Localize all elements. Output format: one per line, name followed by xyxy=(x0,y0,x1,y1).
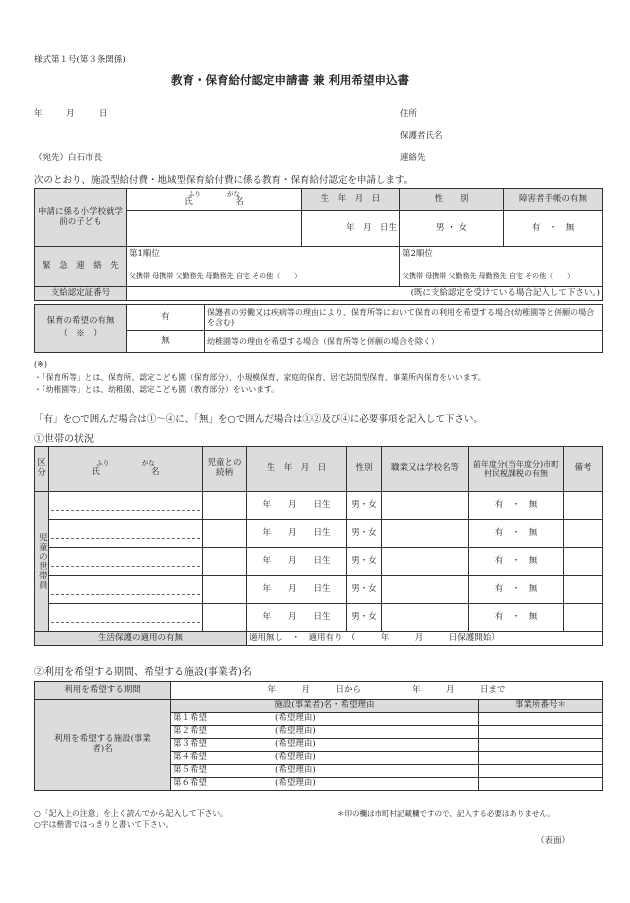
member-relation-field[interactable] xyxy=(203,492,247,520)
choice-label: 第１希望 xyxy=(173,713,208,724)
notes-line2: ・「幼稚園等」とは、幼稚園、認定こども園（教育部分）をいいます。 xyxy=(34,385,279,394)
hope-no-desc: 幼稚園等の理由を希望する場合（保育所等と併願の場合を除く） xyxy=(205,331,603,353)
ruby-gana: がな xyxy=(227,189,240,198)
member-job-field[interactable] xyxy=(382,520,469,548)
member-tax-field[interactable]: 有 ・ 無 xyxy=(469,576,564,604)
form-number: 様式第１号(第３条関係) xyxy=(34,55,126,65)
guardian-name-label: 保護者氏名 xyxy=(400,131,443,141)
period-label: 利用を希望する期間 xyxy=(35,682,171,700)
welfare-label: 生活保護の適用の有無 xyxy=(35,632,247,646)
household-table xyxy=(34,446,603,646)
member-remarks-field[interactable] xyxy=(564,492,603,520)
member-birth-field[interactable]: 年 月 日生 xyxy=(247,520,347,548)
date-year: 年 xyxy=(34,109,43,119)
form-title: 教育・保育給付認定申請書 兼 利用希望申込書 xyxy=(171,73,410,87)
notes-mark: (※) xyxy=(34,360,47,369)
name-mei: 名 xyxy=(235,197,244,208)
choice-label: 第２希望 xyxy=(173,726,208,737)
choice-label: 第３希望 xyxy=(173,739,208,750)
page-side-label: （表面） xyxy=(536,836,571,846)
cert-field[interactable]: (既に支給認定を受けている場合記入して下さい。) xyxy=(127,287,603,301)
member-name-field[interactable] xyxy=(49,492,203,520)
instruction-text: 「有」を○で囲んだ場合は①～④に、「無」を○で囲んだ場合は①②及び④に必要事項を記入して下さい。 xyxy=(34,414,483,425)
child-label: 申請に係る小学校就学前の子ども xyxy=(35,189,127,247)
priority2-options: 父携帯 母携帯 父勤務先 母勤務先 自宅 その他（ ） xyxy=(402,271,575,280)
date-month: 月 xyxy=(66,109,75,119)
reason-label: (希望理由) xyxy=(275,739,316,750)
member-relation-field[interactable] xyxy=(203,548,247,576)
member-tax-field[interactable]: 有 ・ 無 xyxy=(469,520,564,548)
col-facility-name: 施設(事業者)名・希望理由 xyxy=(171,700,479,713)
choice-4[interactable] xyxy=(171,752,479,765)
facility-no-field[interactable] xyxy=(479,713,603,726)
col-mei: 名 xyxy=(151,466,160,477)
member-name-field[interactable] xyxy=(49,520,203,548)
member-tax-field[interactable]: 有 ・ 無 xyxy=(469,604,564,632)
hope-label-cell xyxy=(35,305,127,353)
choice-6[interactable] xyxy=(171,778,479,791)
col-shi: 氏 xyxy=(91,466,100,477)
col-birth: 生 年 月 日 xyxy=(247,447,347,492)
choice-1[interactable] xyxy=(171,713,479,726)
reason-label: (希望理由) xyxy=(275,752,316,763)
member-birth-field[interactable]: 年 月 日生 xyxy=(247,548,347,576)
reason-label: (希望理由) xyxy=(275,778,316,789)
footer-note3: ＊印の欄は市町村記載欄ですので、記入する必要はありません。 xyxy=(337,809,555,818)
member-birth-field[interactable]: 年 月 日生 xyxy=(247,604,347,632)
member-gender-field[interactable]: 男・女 xyxy=(347,520,382,548)
member-name-field[interactable] xyxy=(49,576,203,604)
member-remarks-field[interactable] xyxy=(564,548,603,576)
application-table xyxy=(34,188,603,301)
choice-label: 第４希望 xyxy=(173,752,208,763)
member-job-field[interactable] xyxy=(382,492,469,520)
member-name-field[interactable] xyxy=(49,604,203,632)
footer-note2: ○字は楷書ではっきりと書いて下さい。 xyxy=(34,820,174,829)
emergency-priority2[interactable] xyxy=(400,247,603,287)
facility-table xyxy=(34,681,603,791)
hope-label: 保育の希望の有無 xyxy=(46,316,115,327)
priority1-options: 父携帯 母携帯 父勤務先 母勤務先 自宅 その他（ ） xyxy=(129,271,302,280)
welfare-field[interactable]: 適用無し ・ 適用有り （ 年 月 日保護開始） xyxy=(247,632,603,646)
period-field[interactable]: 年 月 日から 年 月 日まで xyxy=(171,682,603,700)
facility-title: ②利用を希望する期間、希望する施設(事業者)名 xyxy=(34,667,252,678)
hope-note: （ ※ ） xyxy=(59,329,102,339)
member-relation-field[interactable] xyxy=(203,604,247,632)
choice-5[interactable] xyxy=(171,765,479,778)
reason-label: (希望理由) xyxy=(275,713,316,724)
member-gender-field[interactable]: 男・女 xyxy=(347,548,382,576)
household-title: ①世帯の状況 xyxy=(34,434,94,445)
reason-label: (希望理由) xyxy=(275,726,316,737)
disability-header: 障害者手帳の有無 xyxy=(504,189,603,211)
priority2-label: 第2順位 xyxy=(402,249,433,259)
choice-label: 第５希望 xyxy=(173,765,208,776)
hope-yes-option[interactable]: 有 xyxy=(127,305,205,331)
child-name-input[interactable] xyxy=(127,211,302,247)
member-gender-field[interactable]: 男・女 xyxy=(347,492,382,520)
member-remarks-field[interactable] xyxy=(564,520,603,548)
col-relation: 児童との続柄 xyxy=(203,447,247,492)
cert-label: 支給認定証番号 xyxy=(35,287,127,301)
child-name-field[interactable] xyxy=(127,189,302,211)
facility-no-field[interactable] xyxy=(479,739,603,752)
facility-no-field[interactable] xyxy=(479,778,603,791)
member-birth-field[interactable]: 年 月 日生 xyxy=(247,492,347,520)
disability-field[interactable]: 有 ・ 無 xyxy=(504,211,603,247)
choice-3[interactable] xyxy=(171,739,479,752)
birth-header: 生 年 月 日 xyxy=(302,189,400,211)
col-name xyxy=(49,447,203,492)
priority1-label: 第1順位 xyxy=(129,249,160,259)
household-side-label: 児童の世帯員 xyxy=(35,492,49,632)
member-tax-field[interactable]: 有 ・ 無 xyxy=(469,548,564,576)
hope-yes-desc: 保護者の労働又は疾病等の理由により、保育所等において保育の利用を希望する場合(幼稚園等と併願の場合を含む) xyxy=(205,305,603,331)
member-job-field[interactable] xyxy=(382,548,469,576)
col-tax: 前年度分(当年度分)市町村民税課税の有無 xyxy=(469,447,564,492)
choice-2[interactable] xyxy=(171,726,479,739)
col-gender: 性別 xyxy=(347,447,382,492)
col-ruby-fu: ふり xyxy=(96,459,110,468)
hope-no-option[interactable]: 無 xyxy=(127,331,205,353)
facility-no-field[interactable] xyxy=(479,752,603,765)
date-day: 日 xyxy=(99,109,108,119)
footer-note1: ○「記入上の注意」を上く読んでから記入して下さい。 xyxy=(34,809,228,818)
child-gender-field[interactable]: 男 ・ 女 xyxy=(400,211,504,247)
notes-line1: ・「保育所等」とは、保育所、認定こども園（保育部分）、小規模保育、家庭的保育、居宅訪問型保育、事業所内保育をいいます。 xyxy=(34,373,486,382)
contact-label: 連絡先 xyxy=(400,153,426,163)
recipient: （宛先）白石市長 xyxy=(34,153,103,163)
member-birth-field[interactable]: 年 月 日生 xyxy=(247,576,347,604)
col-kubun: 区分 xyxy=(35,447,49,492)
choice-label: 第６希望 xyxy=(173,778,208,789)
gender-header: 性 別 xyxy=(400,189,504,211)
col-facility-no: 事業所番号＊ xyxy=(479,700,603,713)
member-name-field[interactable] xyxy=(49,548,203,576)
ruby-fu: ふり xyxy=(188,189,201,198)
emergency-priority1[interactable] xyxy=(127,247,400,287)
name-shi: 氏 xyxy=(184,197,193,208)
reason-label: (希望理由) xyxy=(275,765,316,776)
member-job-field[interactable] xyxy=(382,604,469,632)
member-relation-field[interactable] xyxy=(203,520,247,548)
facility-no-field[interactable] xyxy=(479,726,603,739)
col-job: 職業又は学校名等 xyxy=(382,447,469,492)
col-remarks: 備考 xyxy=(564,447,603,492)
member-tax-field[interactable]: 有 ・ 無 xyxy=(469,492,564,520)
intro-text: 次のとおり、施設型給付費・地域型保育給付費に係る教育・保育給付認定を申請します。 xyxy=(34,175,414,186)
facility-label: 利用を希望する施設(事業者)名 xyxy=(35,700,171,791)
member-gender-field[interactable]: 男・女 xyxy=(347,576,382,604)
address-label: 住所 xyxy=(400,109,418,119)
child-birth-field[interactable]: 年 月 日生 xyxy=(302,211,400,247)
facility-no-field[interactable] xyxy=(479,765,603,778)
member-remarks-field[interactable] xyxy=(564,604,603,632)
member-job-field[interactable] xyxy=(382,576,469,604)
member-gender-field[interactable]: 男・女 xyxy=(347,604,382,632)
col-ruby-gana: がな xyxy=(141,459,155,468)
member-remarks-field[interactable] xyxy=(564,576,603,604)
member-relation-field[interactable] xyxy=(203,576,247,604)
hope-table xyxy=(34,304,603,353)
emergency-label: 緊 急 連 絡 先 xyxy=(35,247,127,287)
